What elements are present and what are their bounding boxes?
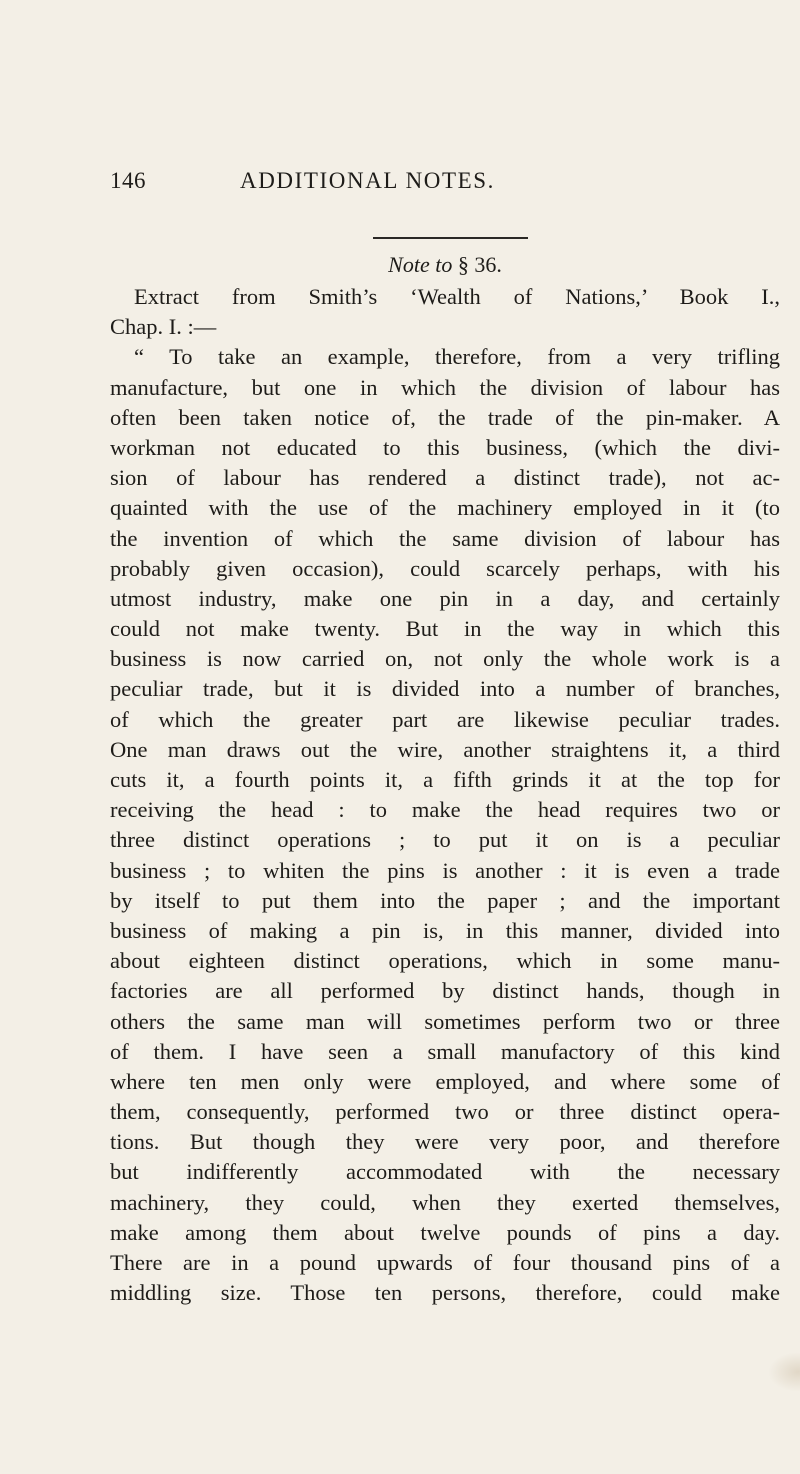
text-line: probably given occasion), could scarcely perhaps, with his bbox=[110, 555, 780, 581]
text-line: utmost industry, make one pin in a day, and certainly bbox=[110, 585, 780, 611]
text-line: Chap. I. :— bbox=[110, 314, 217, 340]
text-line: One man draws out the wire, another straightens it, a third bbox=[110, 736, 780, 762]
text-line: manufacture, but one in which the division of labour has bbox=[110, 374, 780, 400]
text-line: three distinct operations ; to put it on is a peculiar bbox=[110, 827, 780, 853]
note-heading-prefix: Note to bbox=[388, 252, 453, 277]
text-line: Extract from Smith’s ‘Wealth of Nations,’ Book I., bbox=[134, 284, 780, 309]
text-line: business is now carried on, not only the whole work is a bbox=[110, 646, 780, 672]
text-line: sion of labour has rendered a distinct trade), not ac- bbox=[110, 465, 780, 491]
text-line: peculiar trade, but it is divided into a number of branches, bbox=[110, 676, 780, 702]
text-line: tions. But though they were very poor, and therefore bbox=[110, 1129, 780, 1155]
text-line: cuts it, a fourth points it, a fifth grinds it at the top for bbox=[110, 767, 780, 792]
text-line: business of making a pin is, in this manner, divided into bbox=[110, 917, 780, 943]
text-line: workman not educated to this business, (which the divi- bbox=[110, 434, 780, 460]
text-line: machinery, they could, when they exerted themselves, bbox=[110, 1189, 780, 1215]
text-line: but indifferently accommodated with the necessary bbox=[110, 1159, 780, 1185]
section-rule bbox=[373, 237, 528, 239]
text-line: quainted with the use of the machinery employed in it (to bbox=[110, 495, 780, 521]
page-number: 146 bbox=[110, 168, 146, 193]
text-line: the invention of which the same division of labour has bbox=[110, 525, 780, 551]
running-title: ADDITIONAL NOTES. bbox=[240, 168, 496, 193]
text-line: of which the greater part are likewise peculiar trades. bbox=[110, 706, 780, 732]
text-line: of them. I have seen a small manufactory of this kind bbox=[110, 1038, 780, 1064]
note-heading-ref: § 36. bbox=[457, 252, 502, 277]
note-heading bbox=[110, 250, 780, 280]
text-line: business ; to whiten the pins is another : it is even a trade bbox=[110, 857, 780, 883]
text-line: There are in a pound upwards of four thousand pins of a bbox=[110, 1250, 780, 1275]
paper-stain bbox=[768, 1352, 800, 1392]
text-line: by itself to put them into the paper ; and the important bbox=[110, 887, 780, 913]
running-head bbox=[110, 168, 710, 200]
text-line: receiving the head : to make the head requires two or bbox=[110, 797, 780, 823]
text-line: them, consequently, performed two or three distinct opera- bbox=[110, 1099, 780, 1125]
text-line: “ To take an example, therefore, from a very trifling bbox=[134, 344, 780, 370]
text-line: could not make twenty. But in the way in which this bbox=[110, 616, 780, 642]
text-line: often been taken notice of, the trade of the pin-maker. A bbox=[110, 404, 780, 430]
text-line: make among them about twelve pounds of pins a day. bbox=[110, 1219, 780, 1245]
text-line: others the same man will sometimes perform two or three bbox=[110, 1008, 780, 1034]
text-line: where ten men only were employed, and where some of bbox=[110, 1068, 780, 1094]
text-line: about eighteen distinct operations, which in some manu- bbox=[110, 948, 780, 974]
text-line: middling size. Those ten persons, therefore, could make bbox=[110, 1280, 780, 1306]
text-line: factories are all performed by distinct hands, though in bbox=[110, 978, 780, 1004]
body-text bbox=[110, 282, 780, 1308]
